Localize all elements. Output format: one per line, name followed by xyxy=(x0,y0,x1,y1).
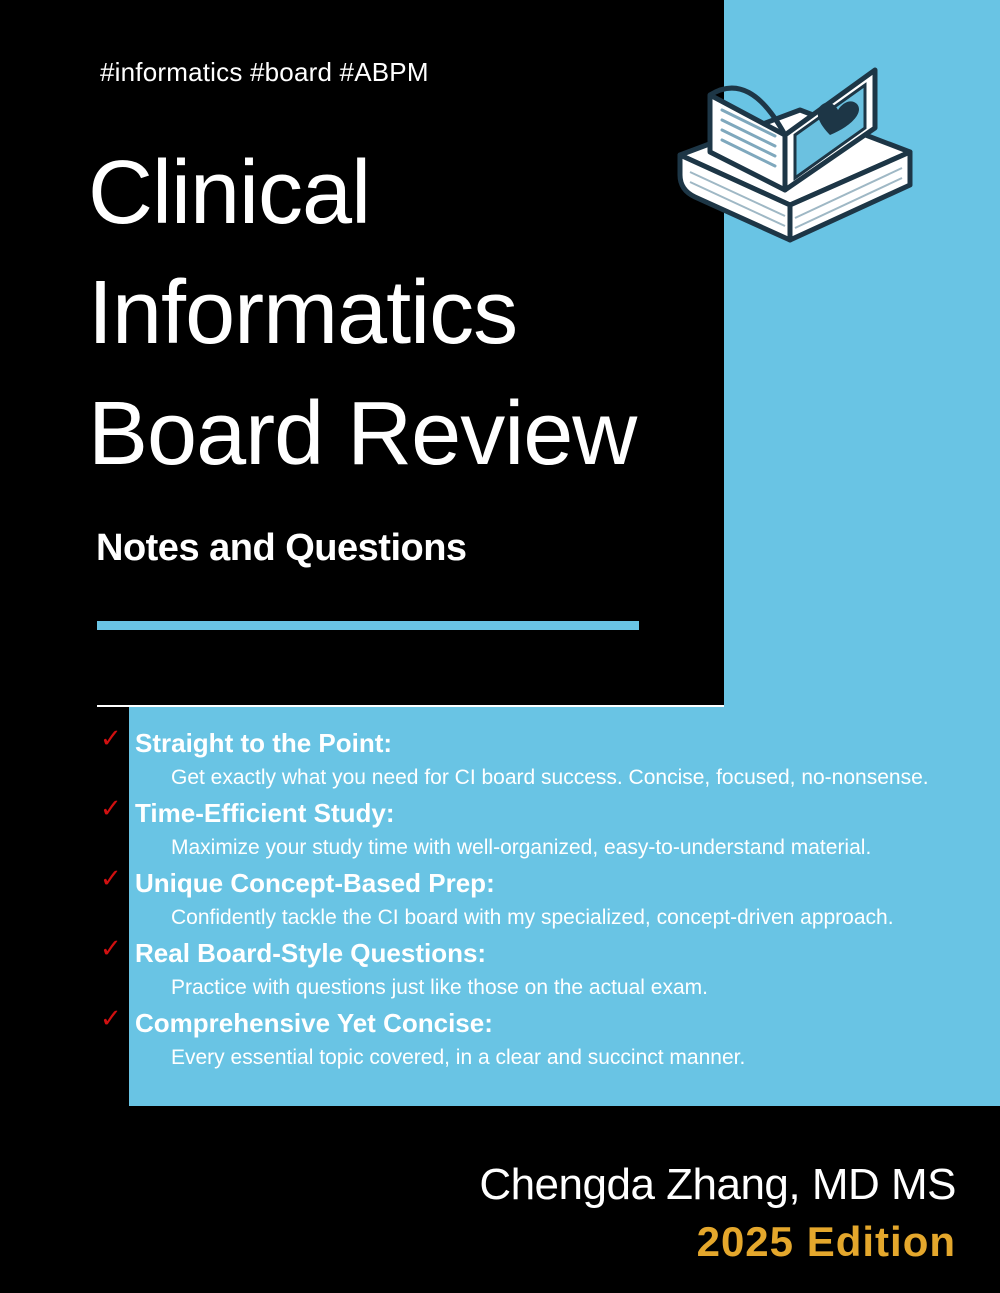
book-heart-icon xyxy=(670,40,920,250)
feature-description: Get exactly what you need for CI board success. Concise, focused, no-nonsense. xyxy=(171,766,929,789)
check-icon: ✓ xyxy=(100,934,122,964)
feature-heading-text: Straight to the Point xyxy=(135,728,384,758)
hashtags: #informatics #board #ABPM xyxy=(100,57,429,87)
feature-heading-text: Real Board-Style Questions xyxy=(135,938,478,968)
feature-description: Confidently tackle the CI board with my specialized, concept-driven approach. xyxy=(171,906,894,929)
feature-heading xyxy=(135,868,495,899)
feature-heading xyxy=(135,1008,493,1039)
accent-bar xyxy=(97,621,639,630)
title-line-3: Board Review xyxy=(88,384,637,484)
check-icon: ✓ xyxy=(100,864,122,894)
feature-description: Practice with questions just like those on the actual exam. xyxy=(171,976,708,999)
divider-line xyxy=(97,705,724,707)
check-icon: ✓ xyxy=(100,724,122,754)
feature-heading xyxy=(135,938,486,969)
feature-description: Every essential topic covered, in a clear and succinct manner. xyxy=(171,1046,746,1069)
check-icon: ✓ xyxy=(100,1004,122,1034)
check-icon: ✓ xyxy=(100,794,122,824)
feature-colon: : xyxy=(477,938,487,968)
feature-colon: : xyxy=(486,868,495,898)
edition-label: 2025 Edition xyxy=(696,1218,956,1265)
feature-heading-text: Time-Efficient Study xyxy=(135,798,386,828)
subtitle: Notes and Questions xyxy=(96,527,467,569)
feature-heading-text: Comprehensive Yet Concise xyxy=(135,1008,485,1038)
title-line-1: Clinical xyxy=(88,143,371,243)
feature-description: Maximize your study time with well-organized, easy-to-understand material. xyxy=(171,836,872,859)
feature-colon: : xyxy=(484,1008,493,1038)
title-line-2: Informatics xyxy=(88,263,518,363)
feature-heading-text: Unique Concept-Based Prep xyxy=(135,868,487,898)
author-name: Chengda Zhang, MD MS xyxy=(479,1160,956,1209)
feature-heading xyxy=(135,798,395,829)
feature-colon: : xyxy=(385,798,395,828)
feature-heading xyxy=(135,728,392,759)
feature-colon: : xyxy=(383,728,393,758)
